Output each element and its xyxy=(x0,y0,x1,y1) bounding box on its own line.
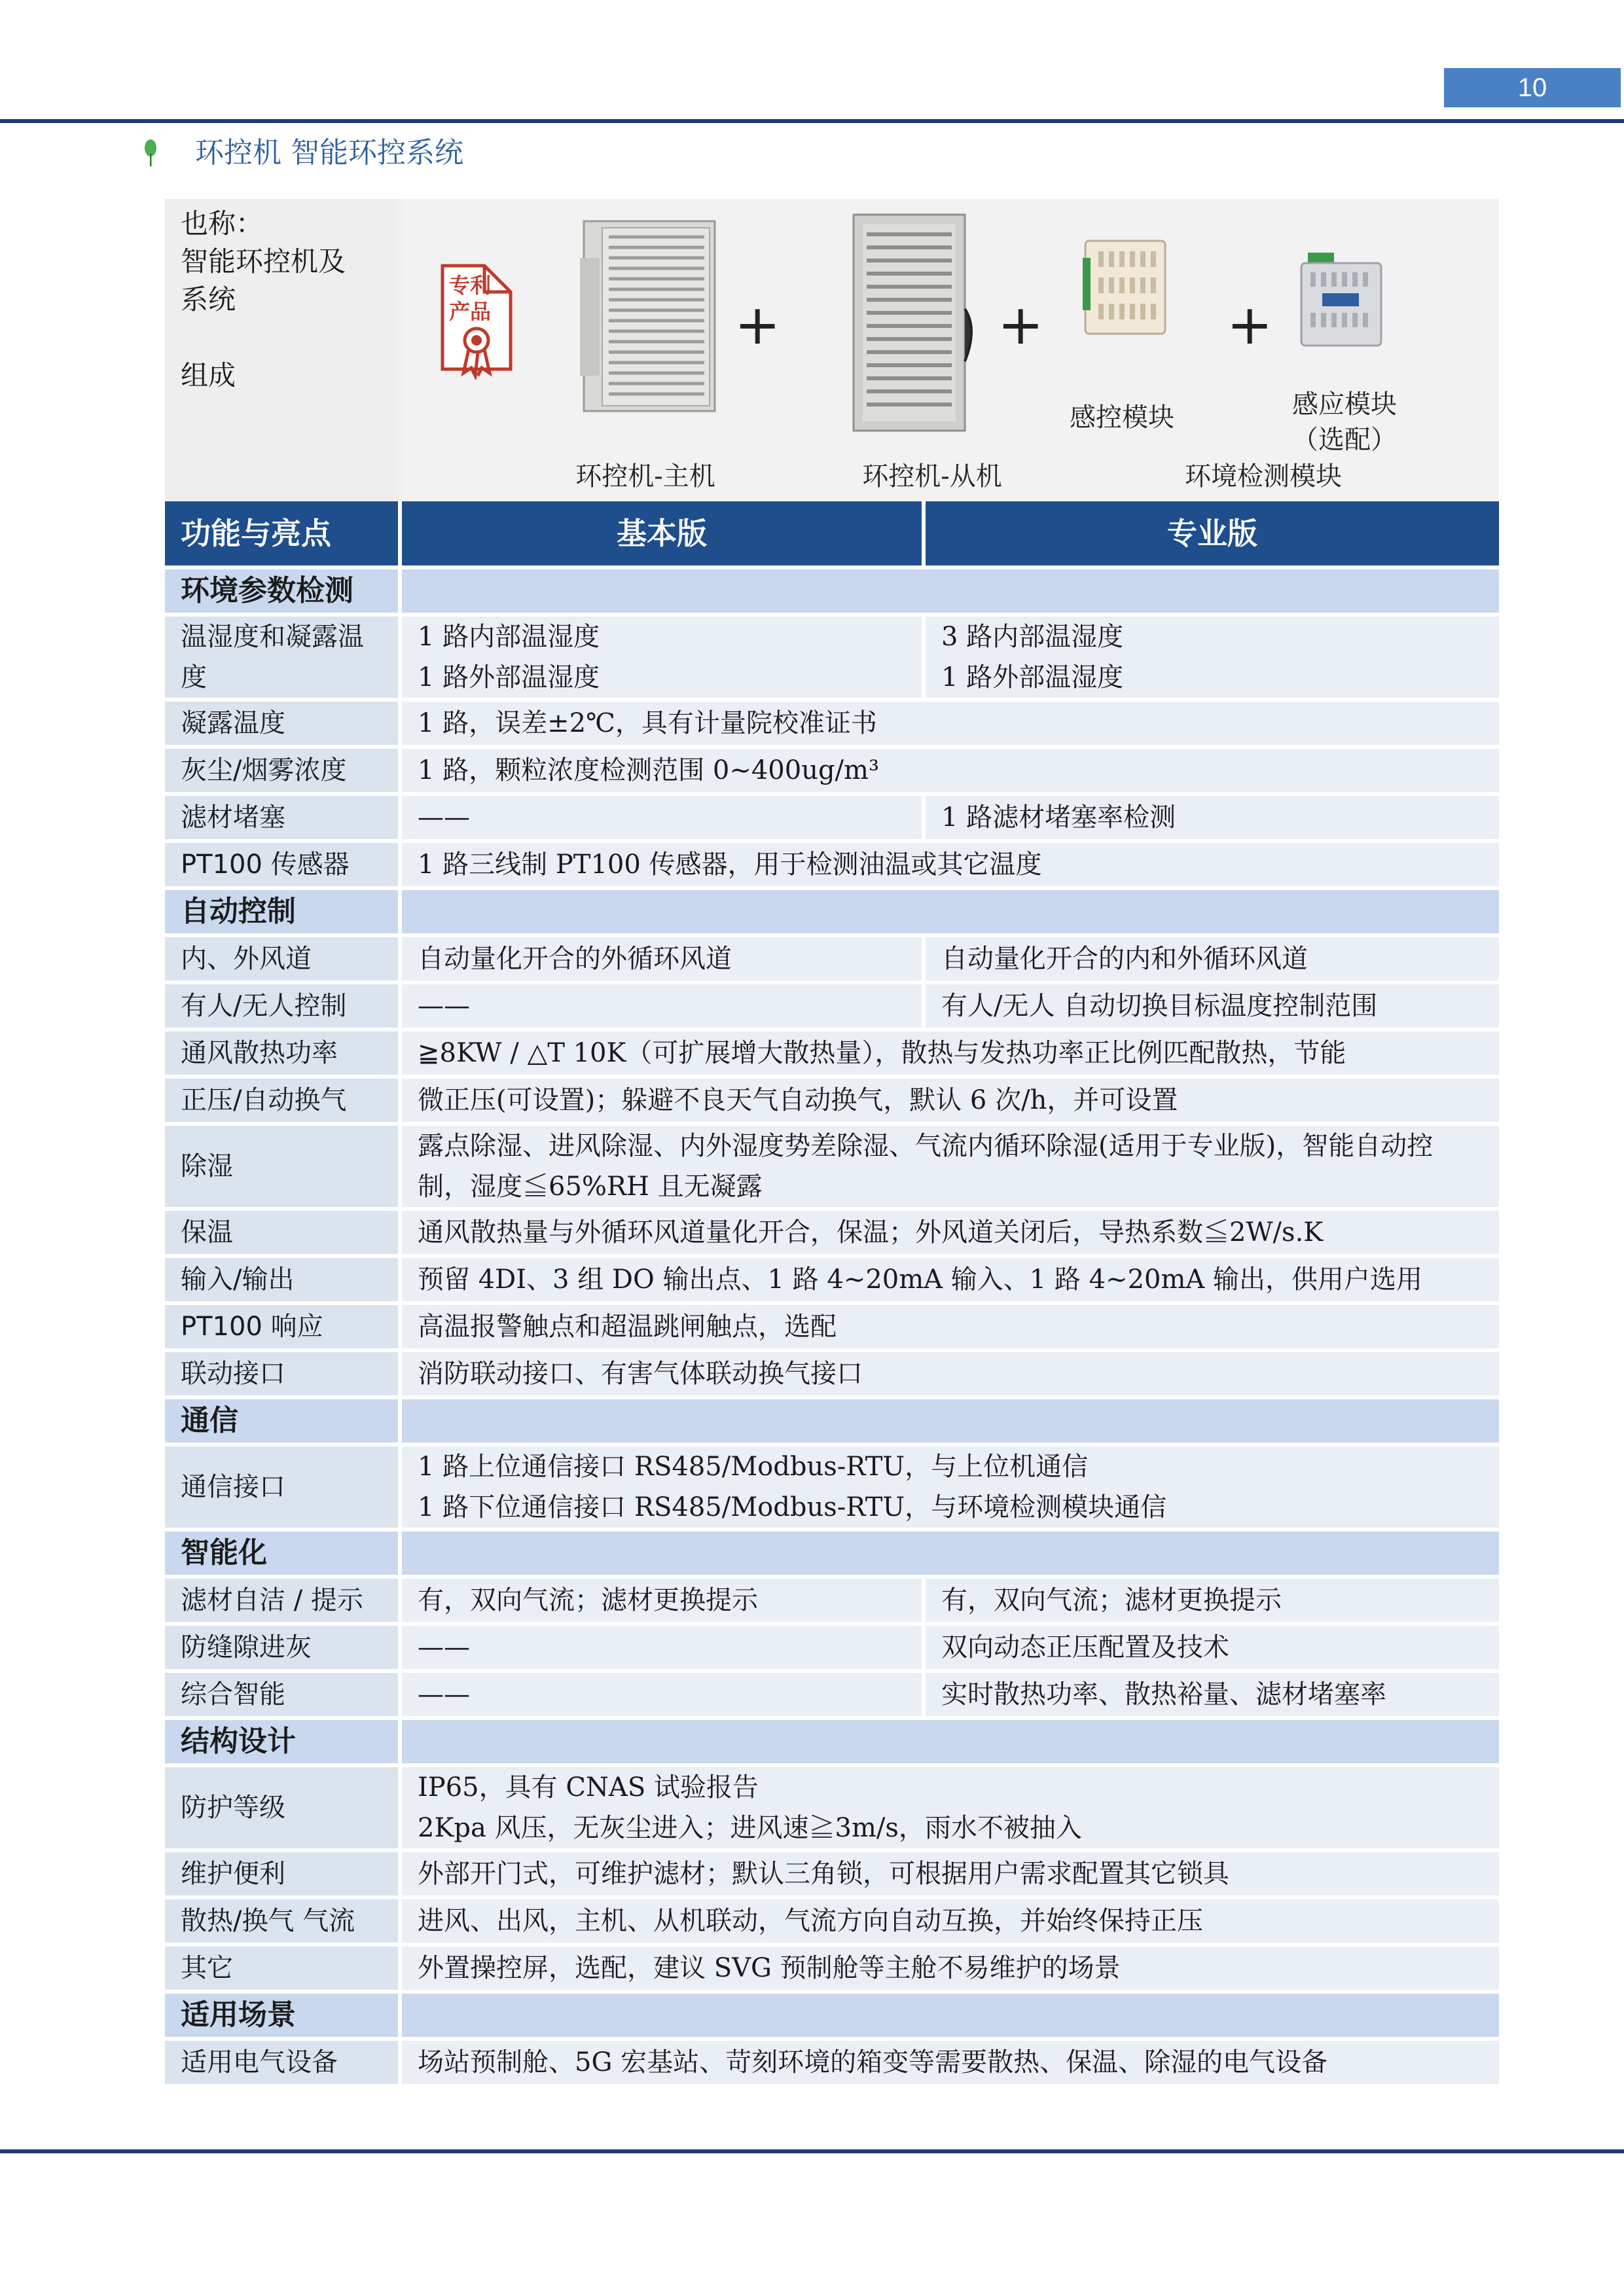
row-label xyxy=(165,1446,398,1528)
table-row xyxy=(165,1305,1499,1348)
row-label-line: 适用电气设备 xyxy=(181,2047,338,2077)
row-label xyxy=(165,984,398,1028)
row-value-line: IP65，具有 CNAS 试验报告 xyxy=(418,1772,759,1803)
caption-slave: 环控机-从机 xyxy=(862,461,1002,492)
row-label-line: PT100 传感器 xyxy=(181,850,350,880)
row-label xyxy=(165,1946,398,1990)
table-row xyxy=(165,1258,1499,1301)
row-label-line: 滤材堵塞 xyxy=(181,802,285,833)
row-label xyxy=(165,843,398,886)
section-title: 智能化 xyxy=(165,1532,398,1575)
row-label-line: 综合智能 xyxy=(181,1679,285,1710)
caption-master: 环控机-主机 xyxy=(575,461,715,492)
row-basic-line: 有，双向气流；滤材更换提示 xyxy=(418,1585,758,1615)
table-row xyxy=(165,1579,1499,1622)
composition-panel xyxy=(165,199,1499,501)
section-row xyxy=(165,1994,1499,2037)
header-basic: 基本版 xyxy=(402,501,922,565)
section-title: 自动控制 xyxy=(165,890,398,933)
table-row xyxy=(165,1852,1499,1895)
row-value-line: 制，湿度≦65%RH 且无凝露 xyxy=(418,1172,763,1202)
table-row xyxy=(165,796,1499,839)
row-value xyxy=(402,1352,1499,1395)
table-row xyxy=(165,749,1499,792)
caption-control-module: 感控模块 xyxy=(1070,403,1174,433)
page-number: 10 xyxy=(1444,68,1621,107)
row-value-line: 1 路三线制 PT100 传感器，用于检测油温或其它温度 xyxy=(418,850,1042,880)
table-row xyxy=(165,937,1499,980)
row-basic xyxy=(402,1673,922,1716)
row-basic xyxy=(402,796,922,839)
row-basic-line: —— xyxy=(418,1632,470,1662)
row-basic xyxy=(402,984,922,1028)
table-row xyxy=(165,1079,1499,1122)
plus-sign-1: + xyxy=(734,293,781,357)
caption-sensor-module: 感应模块 xyxy=(1292,389,1397,420)
section-spacer xyxy=(402,1994,1499,2037)
leaf-icon xyxy=(140,139,161,168)
row-basic-line: —— xyxy=(418,991,470,1021)
row-value-line: 高温报警触点和超温跳闸触点，选配 xyxy=(418,1312,837,1342)
row-pro-line: 双向动态正压配置及技术 xyxy=(941,1632,1229,1662)
header-pro: 专业版 xyxy=(926,501,1499,565)
row-label-line: 度 xyxy=(181,662,207,692)
row-label-line: 凝露温度 xyxy=(181,708,285,738)
row-value xyxy=(402,749,1499,792)
row-value xyxy=(402,1211,1499,1254)
section-spacer xyxy=(402,1532,1499,1575)
row-pro xyxy=(926,1579,1499,1622)
table-row xyxy=(165,1899,1499,1943)
row-value-line: 1 路，误差±2℃，具有计量院校准证书 xyxy=(418,708,877,738)
row-pro xyxy=(926,1626,1499,1669)
row-basic xyxy=(402,617,922,698)
row-pro-line: 实时散热功率、散热裕量、滤材堵塞率 xyxy=(941,1679,1386,1710)
plus-sign-2: + xyxy=(998,293,1044,357)
row-label xyxy=(165,1673,398,1716)
table-row xyxy=(165,1352,1499,1395)
row-value xyxy=(402,1305,1499,1348)
row-value xyxy=(402,843,1499,886)
row-label xyxy=(165,749,398,792)
row-value xyxy=(402,1446,1499,1528)
row-label-line: 维护便利 xyxy=(181,1859,285,1889)
table-row xyxy=(165,1446,1499,1528)
row-value xyxy=(402,1946,1499,1990)
patent-badge-line-1: 专利 xyxy=(449,273,492,298)
row-value-line: 预留 4DI、3 组 DO 输出点、1 路 4~20mA 输入、1 路 4~20mA 输出，供用户选用 xyxy=(418,1265,1423,1295)
row-value-line: 场站预制舱、5G 宏基站、苛刻环境的箱变等需要散热、保温、除湿的电气设备 xyxy=(418,2047,1328,2077)
row-value-line: 微正压(可设置)；躲避不良天气自动换气，默认 6 次/h，并可设置 xyxy=(418,1085,1178,1115)
section-row xyxy=(165,890,1499,933)
row-pro xyxy=(926,1673,1499,1716)
row-label xyxy=(165,1211,398,1254)
table-row xyxy=(165,1673,1499,1716)
section-spacer xyxy=(402,1399,1499,1443)
row-pro-line: 1 路外部温湿度 xyxy=(941,662,1124,692)
section-spacer xyxy=(402,569,1499,613)
row-value xyxy=(402,1258,1499,1301)
patent-badge-line-2: 产品 xyxy=(449,299,492,324)
row-label-line: 防缝隙进灰 xyxy=(181,1632,312,1662)
row-value xyxy=(402,1852,1499,1895)
row-label xyxy=(165,1031,398,1075)
row-label-line: 内、外风道 xyxy=(181,944,312,974)
slave-unit-image xyxy=(847,211,978,446)
row-basic xyxy=(402,1626,922,1669)
row-label xyxy=(165,1352,398,1395)
section-row xyxy=(165,1532,1499,1575)
row-label-line: 其它 xyxy=(181,1953,233,1983)
alias-line-1: 智能环控机及 xyxy=(181,245,346,278)
row-label xyxy=(165,1258,398,1301)
row-label-line: 正压/自动换气 xyxy=(181,1085,347,1115)
table-header xyxy=(165,501,1499,565)
row-label-line: 滤材自洁 / 提示 xyxy=(181,1585,363,1615)
row-basic-line: —— xyxy=(418,1679,470,1710)
section-title: 环境参数检测 xyxy=(165,569,398,613)
row-label-line: 防护等级 xyxy=(181,1793,285,1823)
row-pro-line: 3 路内部温湿度 xyxy=(941,622,1124,652)
master-unit-image xyxy=(580,219,724,415)
row-label xyxy=(165,1579,398,1622)
row-pro-line: 有人/无人 自动切换目标温度控制范围 xyxy=(941,991,1378,1021)
table-row xyxy=(165,2041,1499,2084)
row-label xyxy=(165,1767,398,1848)
row-value-line: 消防联动接口、有害气体联动换气接口 xyxy=(418,1359,863,1389)
row-basic xyxy=(402,937,922,980)
row-basic-line: 自动量化开合的外循环风道 xyxy=(418,944,732,974)
row-value-line: 1 路下位通信接口 RS485/Modbus-RTU，与环境检测模块通信 xyxy=(418,1492,1167,1522)
row-value-line: 进风、出风，主机、从机联动，气流方向自动互换，并始终保持正压 xyxy=(418,1906,1203,1936)
row-label-line: 灰尘/烟雾浓度 xyxy=(181,755,347,785)
plus-sign-3: + xyxy=(1227,293,1273,357)
row-pro xyxy=(926,617,1499,698)
row-value-line: 露点除湿、进风除湿、内外湿度势差除湿、气流内循环除湿(适用于专业版)，智能自动控 xyxy=(418,1131,1434,1161)
composition-label xyxy=(165,199,398,501)
row-pro-line: 自动量化开合的内和外循环风道 xyxy=(941,944,1308,974)
control-module-image xyxy=(1083,238,1168,336)
row-value-line: 1 路上位通信接口 RS485/Modbus-RTU，与上位机通信 xyxy=(418,1452,1089,1482)
row-label xyxy=(165,1852,398,1895)
row-value xyxy=(402,2041,1499,2084)
row-label-line: 通信接口 xyxy=(181,1472,285,1502)
header-title: 环控机 智能环控系统 xyxy=(195,136,463,170)
row-value-line: 外置操控屏，选配，建议 SVG 预制舱等主舱不易维护的场景 xyxy=(418,1953,1121,1983)
row-value xyxy=(402,1899,1499,1943)
patent-badge-text xyxy=(449,272,491,325)
row-label-line: 保温 xyxy=(181,1217,233,1247)
section-title: 适用场景 xyxy=(165,1994,398,2037)
section-row xyxy=(165,1720,1499,1763)
row-label-line: 联动接口 xyxy=(181,1359,285,1389)
table-row xyxy=(165,1626,1499,1669)
table-row xyxy=(165,617,1499,698)
row-value xyxy=(402,1079,1499,1122)
row-label-line: 有人/无人控制 xyxy=(181,991,347,1021)
composition-images xyxy=(402,199,1499,501)
table-row xyxy=(165,1946,1499,1990)
alias-line-2: 系统 xyxy=(181,283,236,315)
row-label xyxy=(165,702,398,745)
table-row xyxy=(165,1211,1499,1254)
row-basic-line: 1 路内部温湿度 xyxy=(418,622,600,652)
row-pro-line: 1 路滤材堵塞率检测 xyxy=(941,802,1176,833)
row-label xyxy=(165,796,398,839)
row-basic xyxy=(402,1579,922,1622)
row-value-line: ≧8KW / △T 10K（可扩展增大散热量），散热与发热功率正比例匹配散热，节能 xyxy=(418,1038,1346,1068)
composition-title: 组成 xyxy=(181,359,236,391)
section-spacer xyxy=(402,1720,1499,1763)
section-row xyxy=(165,569,1499,613)
row-label xyxy=(165,1305,398,1348)
row-label-line: PT100 响应 xyxy=(181,1312,323,1342)
table-row xyxy=(165,843,1499,886)
row-pro xyxy=(926,937,1499,980)
header-feature: 功能与亮点 xyxy=(165,501,398,565)
row-value xyxy=(402,1031,1499,1075)
row-value xyxy=(402,1126,1499,1207)
row-label xyxy=(165,2041,398,2084)
table-row xyxy=(165,1767,1499,1848)
row-value xyxy=(402,1767,1499,1848)
row-pro xyxy=(926,796,1499,839)
row-pro-line: 有，双向气流；滤材更换提示 xyxy=(941,1585,1282,1615)
table-row xyxy=(165,984,1499,1028)
table-row xyxy=(165,1126,1499,1207)
row-label-line: 温湿度和凝露温 xyxy=(181,622,364,652)
bottom-rule xyxy=(0,2149,1624,2153)
row-label xyxy=(165,937,398,980)
row-value-line: 外部开门式，可维护滤材；默认三角锁，可根据用户需求配置其它锁具 xyxy=(418,1859,1229,1889)
section-row xyxy=(165,1399,1499,1443)
row-label-line: 除湿 xyxy=(181,1151,233,1181)
row-value-line: 2Kpa 风压，无灰尘进入；进风速≧3m/s，雨水不被抽入 xyxy=(418,1813,1082,1843)
row-basic-line: —— xyxy=(418,802,470,833)
row-pro xyxy=(926,984,1499,1028)
row-label xyxy=(165,617,398,698)
row-label xyxy=(165,1079,398,1122)
row-value-line: 1 路，颗粒浓度检测范围 0~400ug/m³ xyxy=(418,755,879,785)
row-value-line: 通风散热量与外循环风道量化开合，保温；外风道关闭后，导热系数≦2W/s.K xyxy=(418,1217,1324,1247)
row-label xyxy=(165,1899,398,1943)
row-label xyxy=(165,1626,398,1669)
sensor-module-image xyxy=(1299,251,1384,350)
top-rule xyxy=(0,119,1624,123)
table-row xyxy=(165,702,1499,745)
alias-label: 也称： xyxy=(181,207,264,240)
table-row xyxy=(165,1031,1499,1075)
caption-sensor-optional: （选配） xyxy=(1292,425,1397,455)
caption-env-module: 环境检测模块 xyxy=(1185,461,1342,492)
row-label xyxy=(165,1126,398,1207)
section-title: 结构设计 xyxy=(165,1720,398,1763)
row-label-line: 散热/换气 气流 xyxy=(181,1906,355,1936)
row-label-line: 通风散热功率 xyxy=(181,1038,338,1068)
row-label-line: 输入/输出 xyxy=(181,1265,295,1295)
section-title: 通信 xyxy=(165,1399,398,1443)
section-spacer xyxy=(402,890,1499,933)
row-value xyxy=(402,702,1499,745)
row-basic-line: 1 路外部温湿度 xyxy=(418,662,600,692)
